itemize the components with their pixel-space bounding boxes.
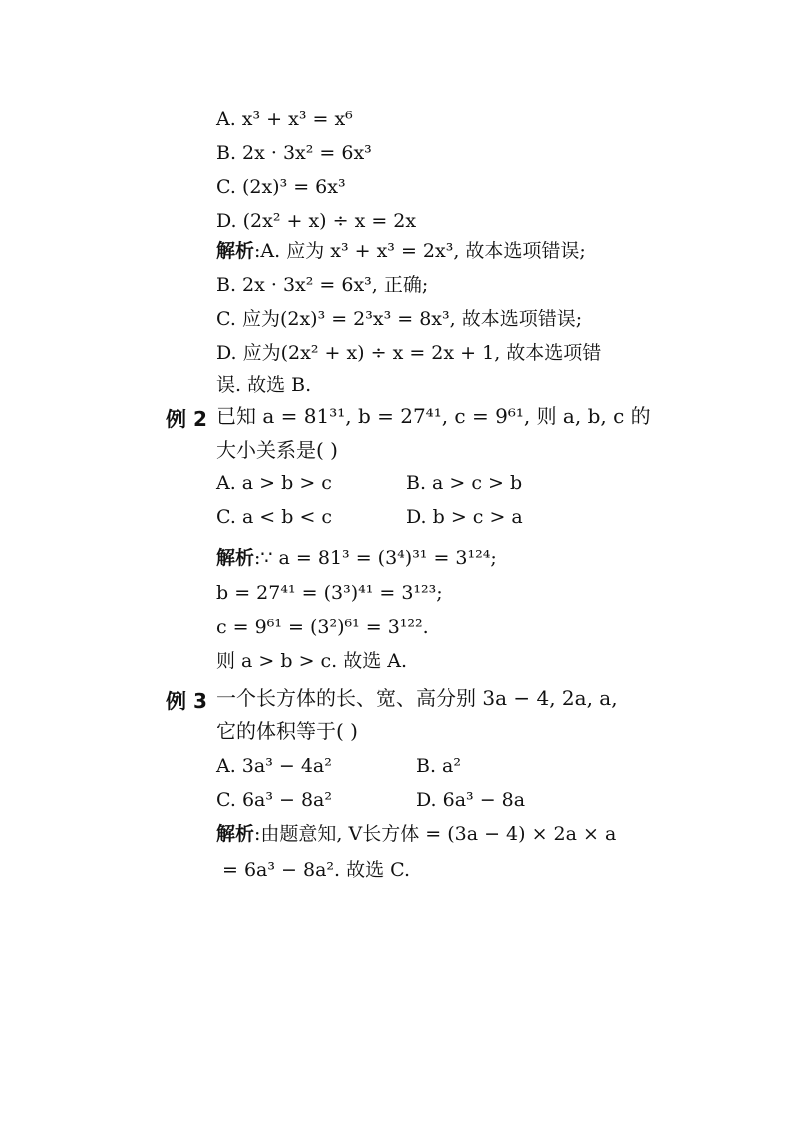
ex2-solution-line-1 (216, 545, 497, 571)
analysis-label: 解析 (216, 547, 255, 569)
ex3-solution-1: :由题意知, V长方体 = (3a − 4) × 2a × a (254, 823, 617, 845)
ex3-stem-1: 一个长方体的长、宽、高分别 3a − 4, 2a, a, (216, 686, 618, 710)
ex2-solution-2: b = 27⁴¹ = (3³)⁴¹ = 3¹²³; (216, 582, 443, 604)
ex2-solution-4: 则 a > b > c. 故选 A. (216, 650, 408, 672)
ex2-option-b: B. a > c > b (406, 472, 523, 494)
ex3-option-b: B. a² (416, 755, 461, 777)
ex1-option-c: C. (2x)³ = 6x³ (216, 176, 346, 198)
ex1-solution-c: C. 应为(2x)³ = 2³x³ = 8x³, 故本选项错误; (216, 308, 583, 330)
ex1-solution-d-1: D. 应为(2x² + x) ÷ x = 2x + 1, 故本选项错 (216, 342, 602, 364)
example-2-label: 例 2 (166, 407, 207, 431)
ex2-option-c: C. a < b < c (216, 506, 333, 528)
analysis-label: 解析 (216, 240, 255, 262)
ex3-solution-line-1 (216, 821, 616, 847)
ex1-option-b: B. 2x · 3x² = 6x³ (216, 142, 372, 164)
ex1-option-a: A. x³ + x³ = x⁶ (216, 108, 353, 130)
ex1-solution-line-1 (216, 238, 586, 264)
ex2-stem-1: 已知 a = 81³¹, b = 27⁴¹, c = 9⁶¹, 则 a, b, c 的 (216, 404, 651, 428)
ex2-solution-1: :∵ a = 81³ = (3⁴)³¹ = 3¹²⁴; (254, 547, 497, 569)
ex3-option-a: A. 3a³ − 4a² (216, 755, 332, 777)
ex2-solution-3: c = 9⁶¹ = (3²)⁶¹ = 3¹²². (216, 616, 429, 638)
ex1-option-d: D. (2x² + x) ÷ x = 2x (216, 210, 417, 232)
ex1-solution-d-2: 误. 故选 B. (216, 374, 312, 396)
ex3-solution-2: = 6a³ − 8a². 故选 C. (222, 859, 411, 881)
ex3-option-c: C. 6a³ − 8a² (216, 789, 333, 811)
ex2-option-a: A. a > b > c (216, 472, 332, 494)
ex2-stem-2: 大小关系是( ) (216, 438, 338, 462)
ex3-option-d: D. 6a³ − 8a (416, 789, 526, 811)
ex1-solution-b: B. 2x · 3x² = 6x³, 正确; (216, 274, 429, 296)
analysis-label: 解析 (216, 823, 255, 845)
ex3-stem-2: 它的体积等于( ) (216, 719, 358, 743)
ex1-solution-a: :A. 应为 x³ + x³ = 2x³, 故本选项错误; (254, 240, 586, 262)
ex2-option-d: D. b > c > a (406, 506, 523, 528)
example-3-label: 例 3 (166, 689, 207, 713)
